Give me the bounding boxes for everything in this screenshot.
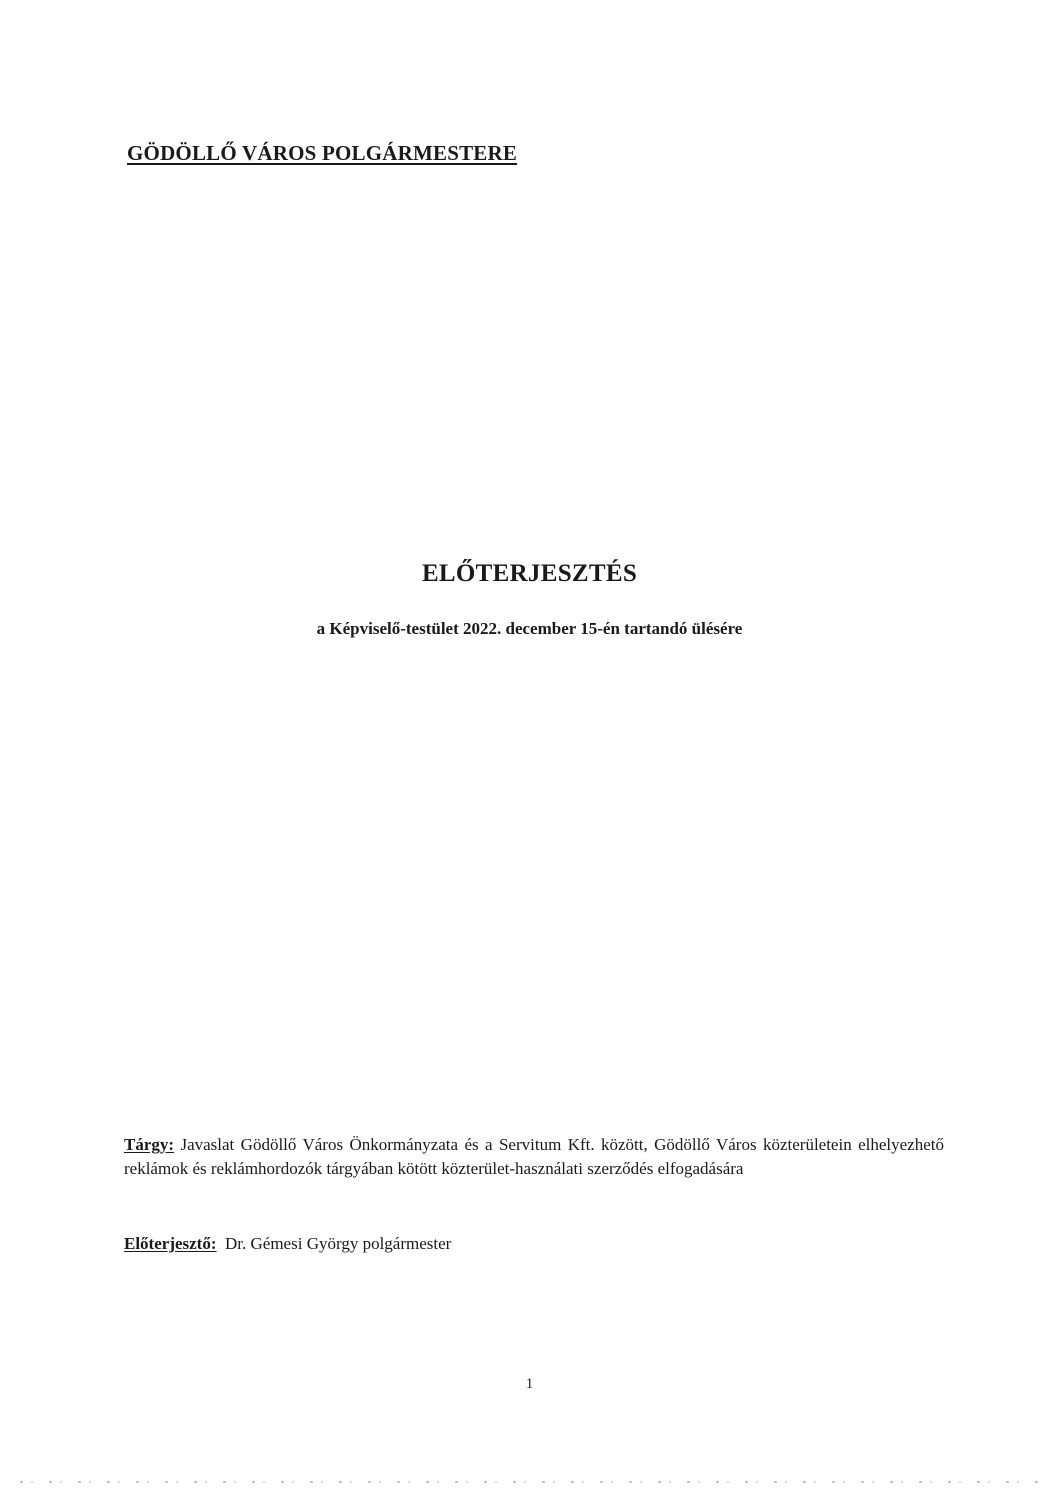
document-title: ELŐTERJESZTÉS <box>421 560 638 587</box>
subject-label: Tárgy: <box>124 1135 175 1154</box>
presenter-name: Dr. Gémesi György polgármester <box>225 1234 452 1253</box>
scan-artifact-line <box>20 1481 1039 1483</box>
document-subtitle: a Képviselő-testület 2022. december 15-én tartandó ülésére <box>316 619 743 638</box>
presenter-label: Előterjesztő: <box>124 1234 217 1253</box>
page-number: 1 <box>525 1376 534 1392</box>
issuer-heading: GÖDÖLLŐ VÁROS POLGÁRMESTERE <box>127 141 518 165</box>
presenter-line <box>124 1232 451 1256</box>
subject-paragraph <box>124 1133 944 1181</box>
subject-text: Javaslat Gödöllő Város Önkormányzata és a Servitum Kft. között, Gödöllő Város közterületein elhelyezhető reklámok és reklámhordozók tárgyában kötött közterület-használati szerződés elfogadására <box>124 1135 944 1178</box>
